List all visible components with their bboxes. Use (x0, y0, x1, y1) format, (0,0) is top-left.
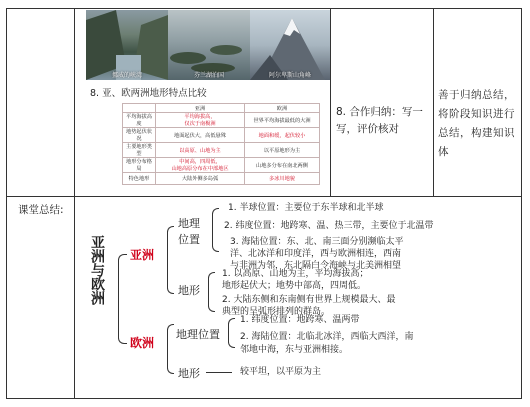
table-border-left (6, 8, 7, 399)
europe-node: 欧洲 (130, 336, 155, 350)
table-cell: 特色地形 (123, 173, 156, 185)
root-title: 亚洲与欧洲 (89, 235, 105, 305)
table-cell: 多冰川地貌 (245, 173, 320, 185)
table-border-top (6, 8, 522, 9)
col-divider-3 (433, 8, 434, 196)
asia-bracket (167, 226, 174, 294)
asia-terrain-item: 典型的呈弧形排列的群岛。 (222, 307, 331, 317)
col-divider-2 (330, 8, 331, 196)
asia-geo-label: 地理位置 (178, 217, 200, 246)
table-cell: 世界平均海拔最低的大洲 (245, 113, 320, 128)
table-cell: 大陆外侧多岛弧 (156, 173, 245, 185)
asia-node: 亚洲 (130, 248, 155, 262)
asia-terrain-item: 2. 大陆东侧和东南侧有世界上规模最大、最 (222, 295, 396, 305)
table-header-cell: 亚洲 (156, 104, 245, 113)
row-divider (6, 196, 522, 197)
table-border-right (521, 8, 522, 399)
asia-europe-comparison-table (122, 103, 320, 185)
asia-geo-item: 3. 海陆位置：东、北、南三面分别濒临太平 (230, 237, 404, 247)
table-cell: 地面起伏大，高低悬殊 (156, 128, 245, 143)
table-cell: 以高原、山地为主 (156, 143, 245, 158)
design-intent-text: 善于归纳总结，将阶段知识进行总结，构建知识体 (438, 89, 515, 158)
asia-terrain-item: 地形起伏大；地势中部高，四周低。 (222, 281, 367, 291)
europe-geo-item: 1. 纬度位置：地跨寒、温两带 (240, 315, 360, 325)
europe-geo-label: 地理位置 (176, 328, 220, 341)
europe-geo-bracket (228, 318, 235, 348)
alps-photo (250, 10, 330, 80)
table-cell: 以平原地形为主 (245, 143, 320, 158)
asia-terrain-bracket (208, 272, 215, 312)
photo-caption: 芬兰湖泊国 (193, 72, 224, 79)
summary-label: 课堂总结: (18, 204, 64, 216)
table-cell: 主要地形类型 (123, 143, 156, 158)
table-cell: 地面和缓，起伏较小 (245, 128, 320, 143)
table-cell: 地势起伏状况 (123, 128, 156, 143)
table-cell: 中间高，四周低， 山地高原分布在中部地区 (156, 158, 245, 173)
europe-geo-item: 邻地中海，东与亚洲相接。 (240, 345, 349, 355)
lake-photo (168, 10, 250, 80)
table-header-row (123, 104, 320, 113)
asia-terrain-item: 1. 以高原、山地为主，平均海拔高； (222, 269, 369, 279)
europe-geo-item: 2. 海陆位置：北临北冰洋，西临大西洋，南 (240, 332, 414, 342)
fjord-photo (86, 10, 168, 80)
table-header-cell (123, 104, 156, 113)
table-cell: 地形分布格局 (123, 158, 156, 173)
table-row (123, 158, 320, 173)
asia-geo-item: 1. 半球位置：主要位于东半球和北半球 (228, 203, 384, 213)
photo-caption: 挪威的峡湾 (111, 72, 142, 79)
table-border-bottom (6, 398, 522, 399)
europe-terrain-text: 较平坦，以平原为主 (240, 367, 322, 377)
asia-geo-item: 2. 纬度位置：地跨寒、温、热三带，主要位于北温带 (224, 221, 434, 231)
table-cell: 平均海拔高度 (123, 113, 156, 128)
table-cell: 平均海拔高， 仅次于南极洲 (156, 113, 245, 128)
root-bracket (118, 254, 127, 344)
asia-geo-item: 与非洲为邻，东北隔白令海峡与北美洲相望 (230, 261, 402, 271)
table-header-cell: 欧洲 (245, 104, 320, 113)
europe-terrain-connector (206, 372, 232, 373)
asia-terrain-label: 地形 (178, 284, 200, 297)
table-cell: 山地多分布在南北两侧 (245, 158, 320, 173)
col-divider-1 (74, 8, 75, 399)
table-row (123, 128, 320, 143)
photo-caption: 阿尔卑斯山角峰 (268, 72, 311, 79)
table-row (123, 173, 320, 185)
step8-title: 8. 亚、欧两洲地形特点比较 (90, 88, 207, 99)
europe-terrain-label: 地形 (178, 367, 200, 380)
europe-bracket (167, 324, 174, 374)
asia-geo-item: 洋、北冰洋和印度洋，西与欧洲相连，西南 (230, 249, 402, 259)
student-activity-text: 8. 合作归纳：写一写，评价核对 (336, 106, 423, 135)
table-row (123, 113, 320, 128)
asia-geo-bracket (212, 208, 219, 252)
table-row (123, 143, 320, 158)
